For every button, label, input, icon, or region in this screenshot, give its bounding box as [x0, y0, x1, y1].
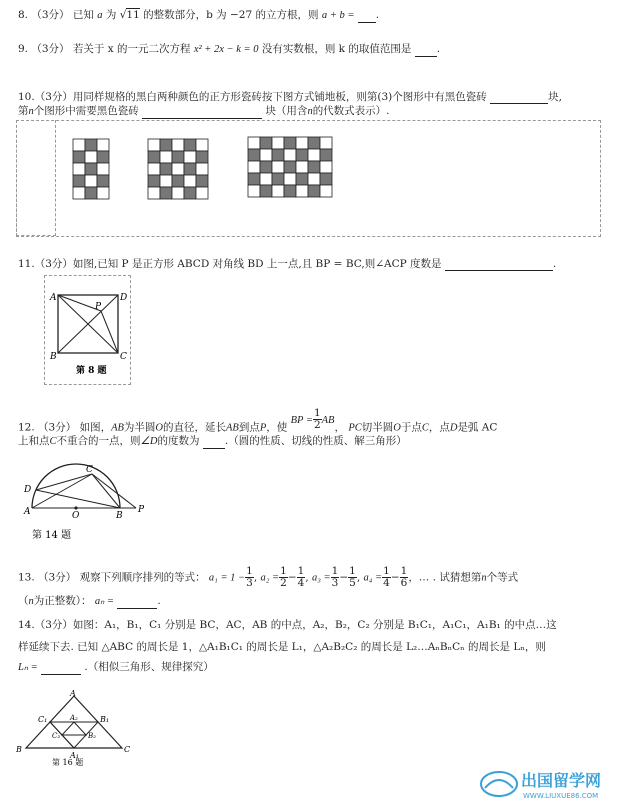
- white-tile: [148, 139, 160, 151]
- question-10-line2: 第n个图形中需要黑色瓷砖 块（用含n的代数式表示）.: [18, 105, 390, 117]
- black-tile: [272, 173, 284, 185]
- white-tile: [73, 139, 85, 151]
- label-C2: C₂: [52, 732, 61, 740]
- white-tile: [296, 137, 308, 149]
- white-tile: [320, 185, 332, 197]
- black-tile: [160, 187, 172, 199]
- question-10: 10.（3分）用同样规格的黑白两种颜色的正方形瓷砖按下图方式铺地板，则第(3)个图形中有黑色瓷砖 块,: [18, 91, 562, 103]
- white-tile: [172, 163, 184, 175]
- white-tile: [172, 139, 184, 151]
- figure-caption: 第 16 题: [52, 758, 84, 767]
- black-tile: [320, 173, 332, 185]
- white-tile: [272, 185, 284, 197]
- black-tile: [248, 173, 260, 185]
- white-tile: [260, 173, 272, 185]
- label-P: P: [138, 505, 145, 515]
- black-tile: [296, 149, 308, 161]
- triangle-diagram: [14, 690, 134, 768]
- white-tile: [148, 163, 160, 175]
- question-9: 9. （3分） 若关于 x 的一元二次方程 x² + 2x − k = 0 没有实数根，则 k 的取值范围是 .: [18, 43, 441, 55]
- answer-blank[interactable]: [41, 663, 81, 675]
- label-B: B: [50, 352, 57, 362]
- white-tile: [308, 173, 320, 185]
- white-tile: [296, 161, 308, 173]
- figure-caption: 第 8 题: [76, 366, 107, 376]
- black-tile: [320, 149, 332, 161]
- question-14-line2: 样延续下去. 已知 △ABC 的周长是 1，△A₁B₁C₁ 的周长是 L₁，△A₂B₂C₂ 的周长是 L₂…AₙBₙCₙ 的周长是 Lₙ，则: [18, 641, 546, 653]
- black-tile: [85, 187, 97, 199]
- question-13-line2: （n为正整数）： aₙ = .: [18, 595, 161, 607]
- black-tile: [184, 139, 196, 151]
- answer-blank[interactable]: [445, 259, 553, 271]
- black-tile: [73, 151, 85, 163]
- black-tile: [284, 185, 296, 197]
- white-tile: [172, 187, 184, 199]
- white-tile: [248, 185, 260, 197]
- question-11: 11.（3分）如图,已知 P 是正方形 ABCD 对角线 BD 上一点,且 BP = BC,则∠ACP 度数是 .: [18, 258, 557, 270]
- label-A: A: [70, 690, 76, 698]
- watermark-title: 出国留学网: [521, 771, 602, 790]
- black-tile: [97, 175, 109, 187]
- black-tile: [97, 151, 109, 163]
- white-tile: [73, 163, 85, 175]
- question-12: 12. （3分） 如图，AB为半圆O的直径，延长AB到点P，使 BP = $\frac{1}{2}$ AB， PC切半圆O于点C，点D是弧 AC: [18, 407, 498, 434]
- black-tile: [284, 137, 296, 149]
- white-tile: [196, 163, 208, 175]
- liuxue-logo: [479, 764, 619, 804]
- label-B: B: [16, 745, 22, 754]
- white-tile: [248, 161, 260, 173]
- black-tile: [184, 163, 196, 175]
- label-P: P: [95, 302, 102, 312]
- black-tile: [160, 163, 172, 175]
- white-tile: [284, 173, 296, 185]
- answer-blank[interactable]: [415, 45, 437, 57]
- white-tile: [260, 149, 272, 161]
- black-tile: [196, 175, 208, 187]
- white-tile: [160, 151, 172, 163]
- label-D: D: [120, 293, 128, 303]
- site-watermark[interactable]: [479, 764, 619, 807]
- black-tile: [85, 139, 97, 151]
- semicircle-diagram: [20, 462, 160, 544]
- white-tile: [248, 137, 260, 149]
- label-C: C: [86, 465, 93, 475]
- black-tile: [260, 137, 272, 149]
- label-A: A: [24, 507, 31, 517]
- black-tile: [172, 175, 184, 187]
- white-tile: [85, 151, 97, 163]
- black-tile: [196, 151, 208, 163]
- square-diagram: [44, 275, 134, 385]
- black-tile: [73, 175, 85, 187]
- black-tile: [296, 173, 308, 185]
- question-13: 13. （3分） 观察下列顺序排列的等式： a₁ = 1 − $\frac{1}{3}$ , a₂ = $\frac{1}{2}$ − $\frac{1}{4}$ , a₃ = $\frac{1}{3}$ − $\frac{1}{5}$ , a₄ = $\frac{1}{4}$ − $\frac{1}{6}$ ，… . 试猜想第n个等式: [18, 565, 519, 589]
- black-tile: [308, 185, 320, 197]
- question-8: 8. （3分） 已知 a 为 √11 的整数部分，b 为 −27 的立方根，则 a + b = .: [18, 9, 380, 21]
- black-tile: [184, 187, 196, 199]
- white-tile: [160, 175, 172, 187]
- black-tile: [148, 175, 160, 187]
- black-tile: [248, 149, 260, 161]
- watermark-url: WWW.LIUXUE86.COM: [523, 792, 599, 800]
- answer-blank[interactable]: [358, 11, 376, 23]
- white-tile: [284, 149, 296, 161]
- white-tile: [184, 151, 196, 163]
- figure-frame-left: [16, 120, 56, 236]
- black-tile: [272, 149, 284, 161]
- label-A: A: [50, 293, 57, 303]
- white-tile: [196, 187, 208, 199]
- white-tile: [73, 187, 85, 199]
- question-14-line3: Lₙ = .（相似三角形、规律探究）: [18, 661, 214, 673]
- white-tile: [97, 187, 109, 199]
- question-14: 14.（3分）如图：A₁，B₁，C₁ 分别是 BC，AC，AB 的中点，A₂，B₂，C₂ 分别是 B₁C₁，A₁C₁，A₁B₁ 的中点…这: [18, 619, 557, 631]
- question-12-line2: 上和点C不重合的一点，则∠D的度数为 .（圆的性质、切线的性质、解三角形）: [18, 435, 407, 447]
- black-tile: [260, 161, 272, 173]
- black-tile: [148, 151, 160, 163]
- black-tile: [308, 161, 320, 173]
- label-C: C: [124, 745, 131, 754]
- label-C1: C₁: [38, 715, 48, 724]
- white-tile: [148, 187, 160, 199]
- label-D: D: [24, 485, 32, 495]
- black-tile: [172, 151, 184, 163]
- answer-blank[interactable]: [117, 597, 157, 609]
- black-tile: [284, 161, 296, 173]
- white-tile: [85, 175, 97, 187]
- black-tile: [85, 163, 97, 175]
- black-tile: [260, 185, 272, 197]
- answer-blank-2[interactable]: [142, 107, 262, 119]
- sqrt-symbol: √11: [119, 9, 140, 21]
- white-tile: [272, 161, 284, 173]
- white-tile: [97, 163, 109, 175]
- white-tile: [97, 139, 109, 151]
- white-tile: [308, 149, 320, 161]
- tile-figures: [60, 125, 600, 230]
- label-B: B: [116, 511, 123, 521]
- white-tile: [196, 139, 208, 151]
- label-O: O: [72, 511, 80, 521]
- black-tile: [160, 139, 172, 151]
- white-tile: [184, 175, 196, 187]
- label-A2: A₂: [70, 714, 78, 722]
- white-tile: [296, 185, 308, 197]
- black-tile: [308, 137, 320, 149]
- white-tile: [320, 137, 332, 149]
- white-tile: [320, 161, 332, 173]
- figure-caption: 第 14 题: [32, 530, 72, 541]
- answer-blank[interactable]: [203, 437, 225, 449]
- answer-blank-1[interactable]: [490, 92, 548, 104]
- label-B1: B₁: [100, 715, 110, 724]
- label-A1: A₁: [70, 751, 79, 760]
- white-tile: [272, 137, 284, 149]
- label-C: C: [120, 352, 127, 362]
- label-B2: B₂: [88, 732, 96, 740]
